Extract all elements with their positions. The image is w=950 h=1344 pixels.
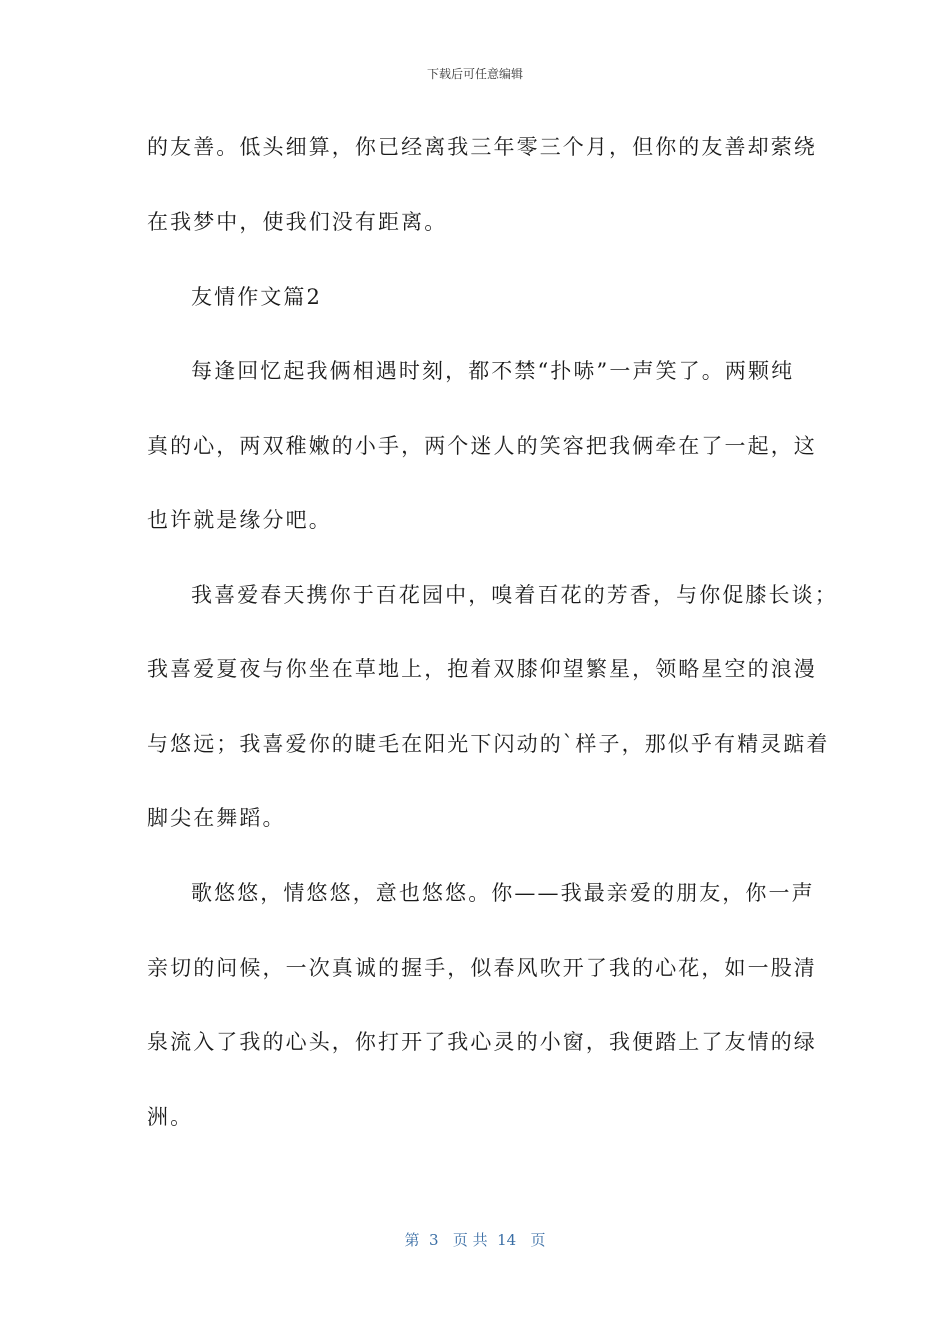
text-line-12: 亲切的问候，一次真诚的握手，似春风吹开了我的心花，如一股清	[147, 956, 817, 980]
page-number-footer: 第 3 页 共 14 页	[404, 1231, 546, 1249]
text-line-9: 与悠远；我喜爱你的睫毛在阳光下闪动的`样子，那似乎有精灵踮着	[147, 732, 830, 756]
text-line-14: 洲。	[147, 1105, 194, 1129]
text-line-6: 也许就是缘分吧。	[147, 508, 332, 532]
text-line-5: 真的心，两双稚嫩的小手，两个迷人的笑容把我俩牵在了一起，这	[147, 434, 817, 458]
text-line-1: 的友善。低头细算，你已经离我三年零三个月，但你的友善却萦绕	[147, 135, 817, 159]
text-line-8: 我喜爱夏夜与你坐在草地上，抱着双膝仰望繁星，领略星空的浪漫	[147, 657, 817, 681]
text-line-2: 在我梦中，使我们没有距离。	[147, 210, 448, 234]
text-line-7: 我喜爱春天携你于百花园中，嗅着百花的芳香，与你促膝长谈；	[191, 583, 838, 607]
text-line-11: 歌悠悠，情悠悠，意也悠悠。你——我最亲爱的朋友，你一声	[191, 881, 815, 905]
text-line-10: 脚尖在舞蹈。	[147, 806, 286, 830]
page-header: 下载后可任意编辑	[426, 67, 523, 81]
text-line-13: 泉流入了我的心头，你打开了我心灵的小窗，我便踏上了友情的绿	[147, 1030, 817, 1054]
section-heading: 友情作文篇2	[191, 285, 322, 309]
text-line-4: 每逢回忆起我俩相遇时刻，都不禁“扑哧”一声笑了。两颗纯	[191, 359, 795, 383]
